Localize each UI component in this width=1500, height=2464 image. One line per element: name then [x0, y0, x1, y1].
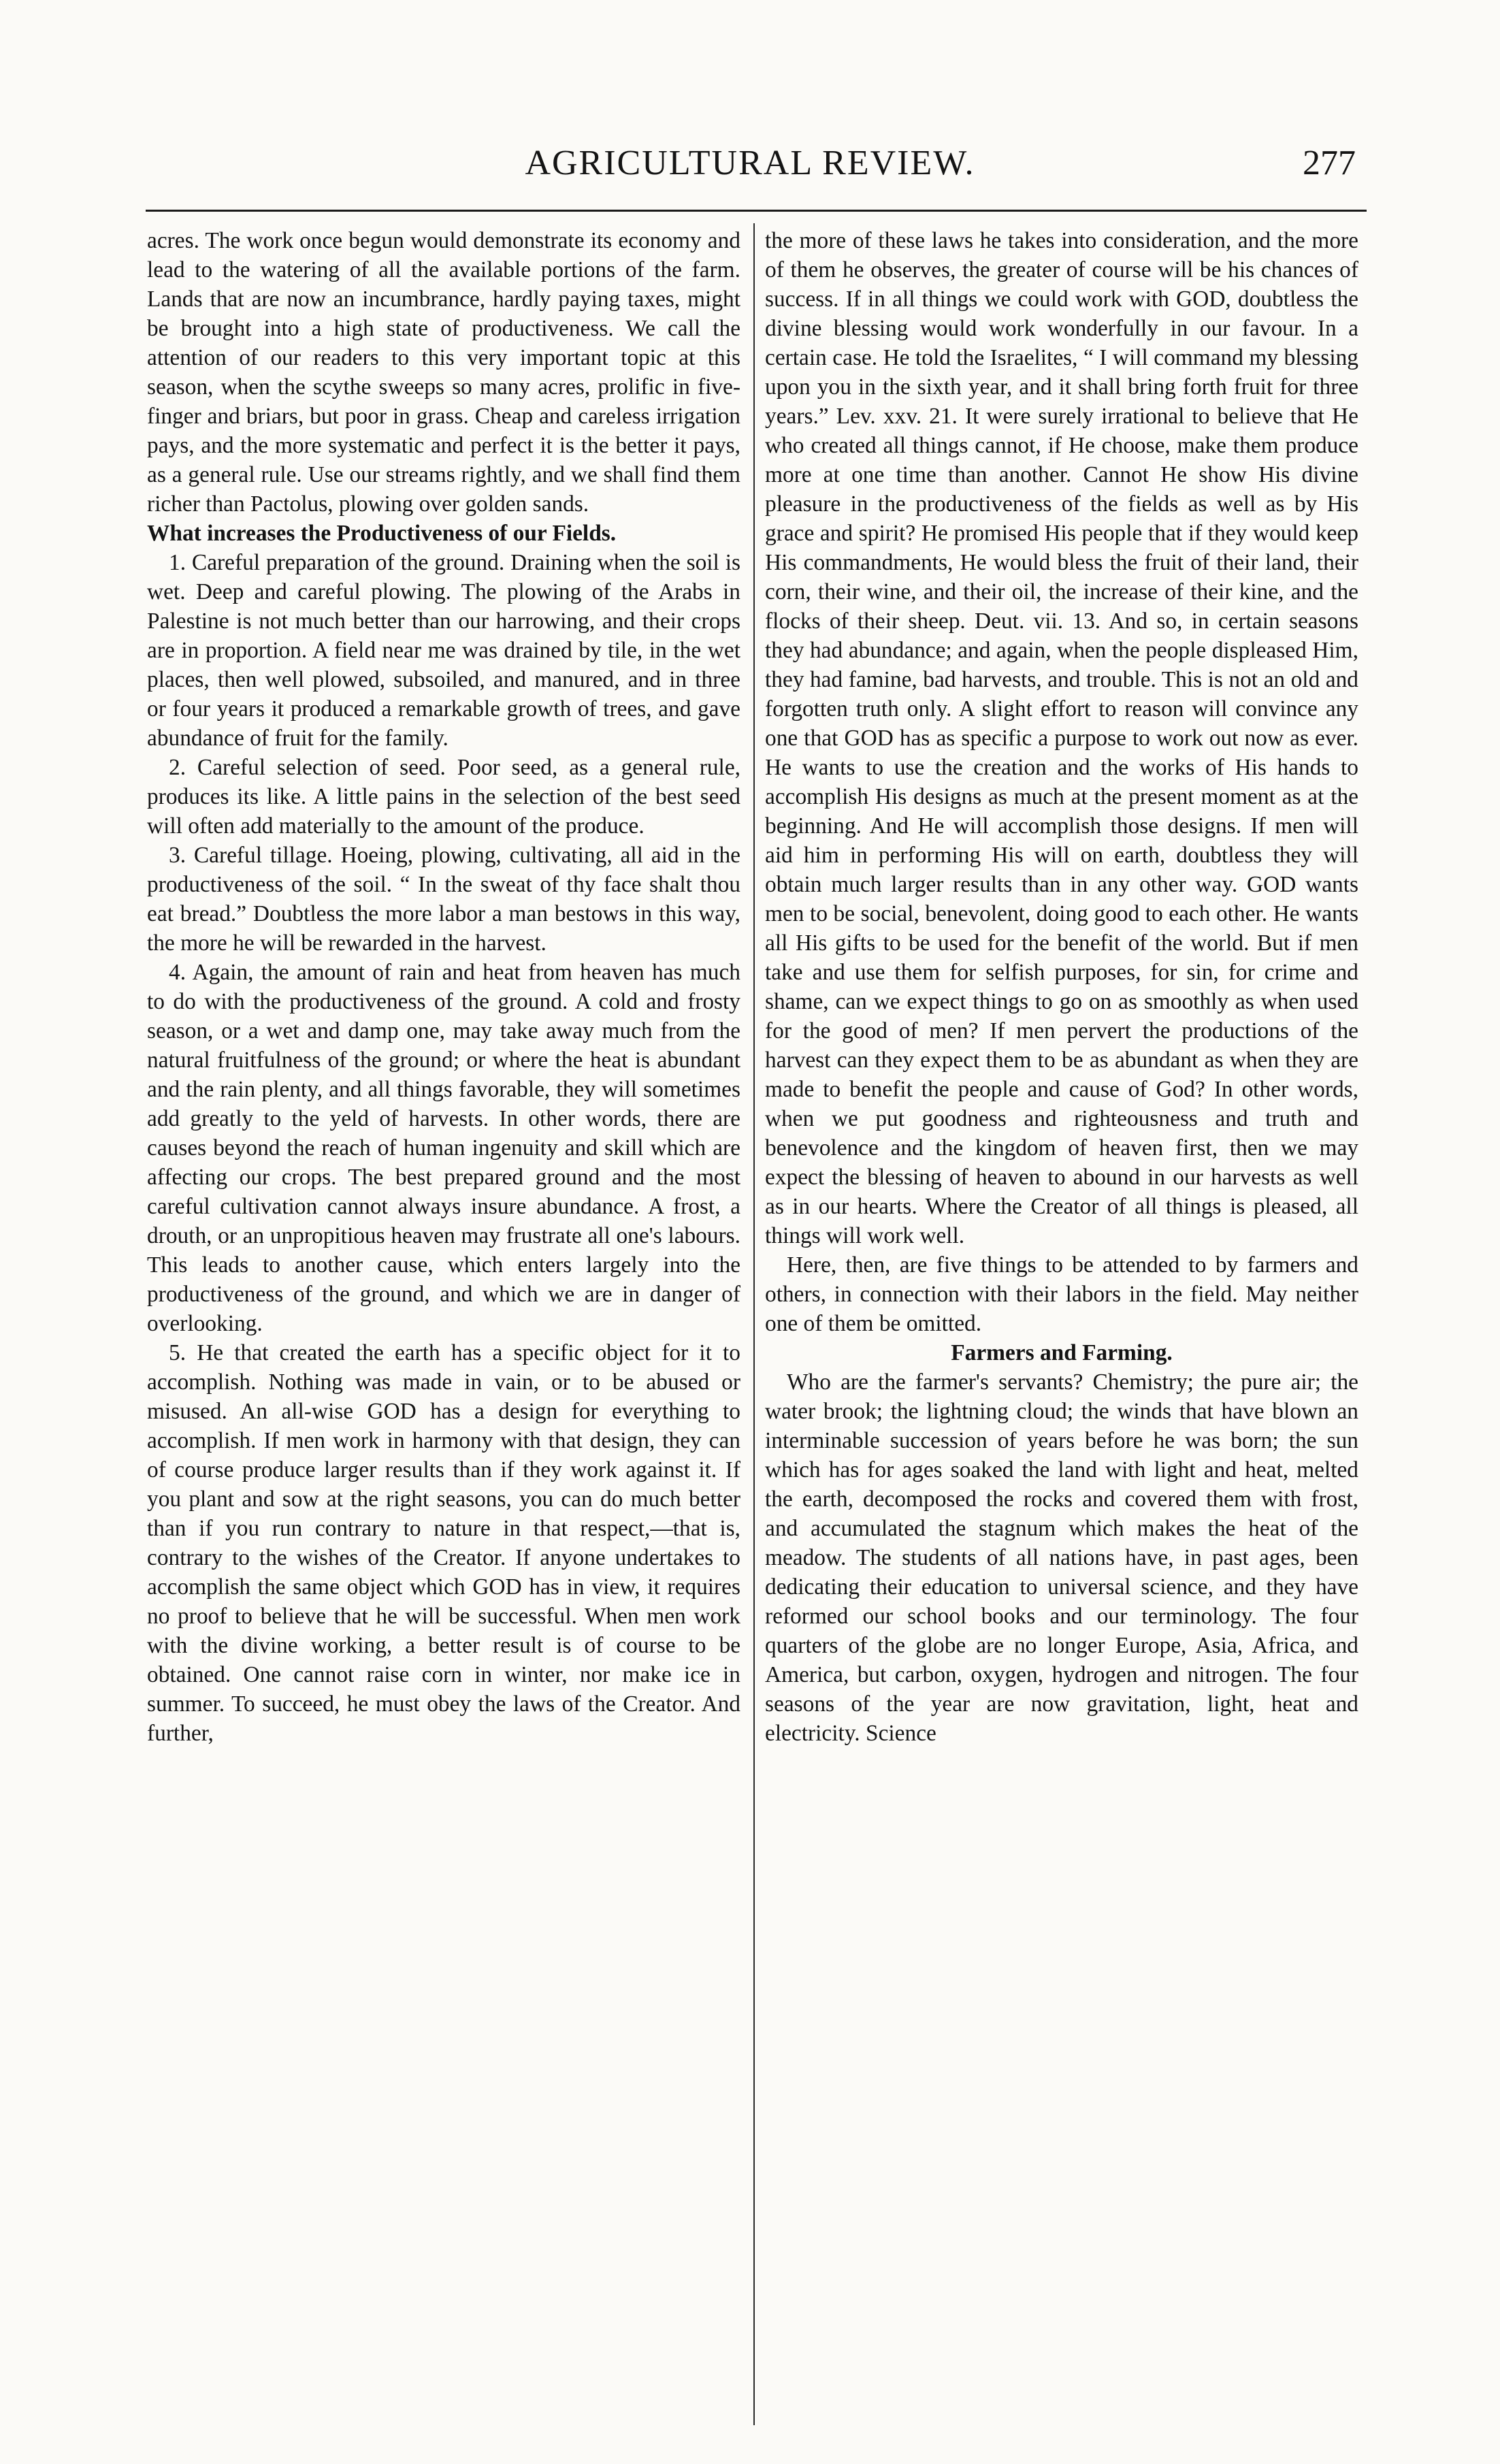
- running-header-title: AGRICULTURAL REVIEW.: [525, 144, 975, 182]
- section-heading-productiveness: What increases the Productiveness of our Fields.: [147, 521, 617, 546]
- section-heading-farmers: Farmers and Farming.: [951, 1340, 1173, 1365]
- page-number: 277: [1303, 144, 1356, 182]
- column-divider: [753, 223, 755, 2425]
- header-rule: [146, 210, 1367, 212]
- left-paragraph-tillage: 3. Careful tillage. Hoeing, plowing, cultivating, all aid in the productiveness of the soil. “ In the sweat of thy face shalt thou eat bread.” Doubtless the more labor a man bestows in this way, the more he will be rewarded in the harvest.: [147, 843, 740, 956]
- left-paragraph-irrigation: acres. The work once begun would demonstrate its economy and lead to the watering of all the available portions of the farm. Lands that are now an incumbrance, hardly paying taxes, might be brought into a high state of productiveness. We call the attention of our readers to this very important topic at this season, when the scythe sweeps so many acres, prolific in five-finger and briars, but poor in grass. Cheap and careless irrigation pays, and the more systematic and perfect it is the better it pays, as a general rule. Use our streams rightly, and we shall find them richer than Pactolus, plowing over golden sands.: [147, 228, 740, 517]
- left-paragraph-seed: 2. Careful selection of seed. Poor seed, as a general rule, produces its like. A little pains in the selection of the best seed will often add materially to the amount of the produce.: [147, 755, 740, 839]
- right-paragraph-laws: the more of these laws he takes into consideration, and the more of them he observes, the greater of course will be his chances of success. If in all things we could work with GOD, doubtless the divine blessing would work wonderfully in our favour. In a certain case. He told the Israelites, “ I will command my blessing upon you in the sixth year, and it shall bring forth fruit for three years.” Lev. xxv. 21. It were surely irrational to believe that He who created all things cannot, if He choose, make them produce more at one time than another. Cannot He show His divine pleasure in the productiveness of the fields as well as by His grace and spirit? He promised His people that if they would keep His commandments, He would bless the fruit of their land, their corn, their wine, and their oil, the increase of their kine, and the flocks of their sheep. Deut. vii. 13. And so, in certain seasons they had abundance; and again, when the people displeased Him, they had famine, bad harvests, and trouble. This is not an old and forgotten truth only. A slight effort to reason will convince any one that GOD has as specific a purpose to work out now as ever. He wants to use the creation and the works of His hands to accomplish His designs as much at the present moment as at the beginning. And He will accomplish those designs. If men will aid him in performing His will on earth, doubtless they will obtain much larger results than in any other way. GOD wants men to be social, benevolent, doing good to each other. He wants all His gifts to be used for the benefit of the world. But if men take and use them for selfish purposes, for sin, for crime and shame, can we expect things to go on as smoothly as when used for the good of men? If men pervert the productions of the harvest can they expect them to be as abundant as when they are made to benefit the people and cause of God? In other words, when we put goodness and righteousness and truth and benevolence and the kingdom of heaven first, then we may expect the blessing of heaven to abound in our harvests as well as in our hearts. Where the Creator of all things is pleased, all things will work well.: [765, 228, 1358, 1248]
- left-paragraph-preparation: 1. Careful preparation of the ground. Draining when the soil is wet. Deep and careful plowing. The plowing of the Arabs in Palestine is not much better than our harrowing, and their crops are in proportion. A field near me was drained by tile, in the wet places, then well plowed, subsoiled, and manured, and in three or four years it produced a remarkable growth of trees, and gave abundance of fruit for the family.: [147, 550, 740, 751]
- left-paragraph-rain-heat: 4. Again, the amount of rain and heat from heaven has much to do with the productiveness of the ground. A cold and frosty season, or a wet and damp one, may take away much from the natural fruitfulness of the ground; or where the heat is abundant and the rain plenty, and all things favorable, they will sometimes add greatly to the yeld of harvests. In other words, there are causes beyond the reach of human ingenuity and skill which are affecting our crops. The best prepared ground and the most careful cultivation cannot always insure abundance. A frost, a drouth, or an unpropitious heaven may frustrate all one's labours. This leads to another cause, which enters largely into the productiveness of the ground, and which we are in danger of overlooking.: [147, 960, 740, 1336]
- right-paragraph-five-things: Here, then, are five things to be attended to by farmers and others, in connection with their labors in the field. May neither one of them be omitted.: [765, 1252, 1358, 1336]
- left-column: [147, 226, 740, 2438]
- left-paragraph-design: 5. He that created the earth has a specific object for it to accomplish. Nothing was made in vain, or to be abused or misused. An all-wise GOD has a design for everything to accomplish. If men work in harmony with that design, they can of course produce larger results than if they work against it. If you plant and sow at the right seasons, you can do much better than if you run contrary to nature in that respect,—that is, contrary to the wishes of the Creator. If anyone undertakes to accomplish the same object which GOD has in view, it requires no proof to believe that he will be successful. When men work with the divine working, a better result is of course to be obtained. One cannot raise corn in winter, nor make ice in summer. To succeed, he must obey the laws of the Creator. And further,: [147, 1340, 740, 1746]
- right-paragraph-servants: Who are the farmer's servants? Chemistry; the pure air; the water brook; the lightning cloud; the winds that have blown an interminable succession of years before he was born; the sun which has for ages soaked the land with light and heat, melted the earth, decomposed the rocks and covered them with frost, and accumulated the stagnum which makes the heat of the meadow. The students of all nations have, in past ages, been dedicating their education to universal science, and they have reformed our school books and our terminology. The four quarters of the globe are no longer Europe, Asia, Africa, and America, but carbon, oxygen, hydrogen and nitrogen. The four seasons of the year are now gravitation, light, heat and electricity. Science: [765, 1369, 1358, 1746]
- right-column: [765, 226, 1358, 2438]
